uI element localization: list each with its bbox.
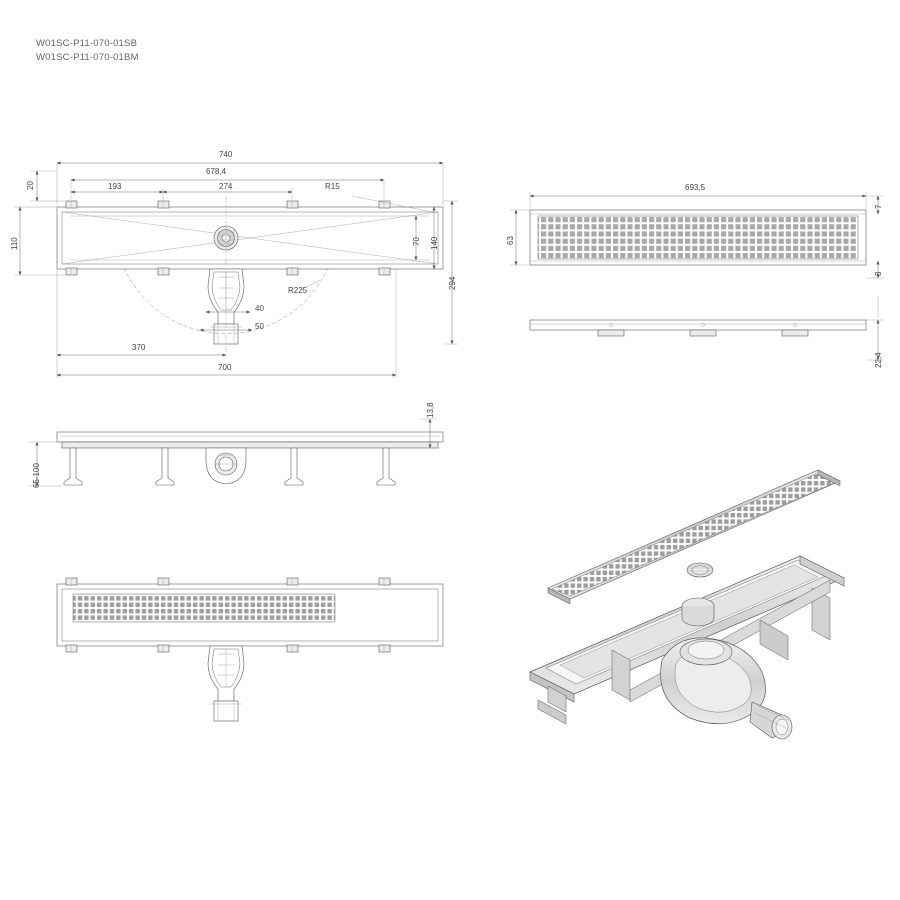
- side-view-group: [28, 419, 443, 486]
- top-view-group: [14, 163, 458, 378]
- assembled-view-group: [57, 578, 443, 721]
- dim-outlet-40: 40: [255, 304, 264, 313]
- dim-adjustable-feet: 65-100: [32, 463, 41, 488]
- dim-grate-lip: 3: [874, 271, 883, 276]
- product-code-2: W01SC-P11-070-01BM: [36, 52, 139, 63]
- dim-center-offset: 274: [219, 182, 233, 191]
- dim-width-70: 70: [412, 237, 421, 246]
- dim-trap-radius: R225: [288, 286, 308, 295]
- iso-view-group: [530, 470, 844, 739]
- dim-grate-length: 693,5: [685, 183, 706, 192]
- dim-700: 700: [218, 363, 232, 372]
- dim-width-140: 140: [430, 236, 439, 250]
- dim-grate-width: 63: [506, 236, 515, 245]
- dim-outlet-50: 50: [255, 322, 264, 331]
- dim-corner-radius: R15: [325, 182, 340, 191]
- dim-overall-length: 740: [219, 150, 233, 159]
- dim-width-294: 294: [448, 276, 457, 290]
- dim-left-offset: 193: [108, 182, 122, 191]
- dim-370: 370: [132, 343, 146, 352]
- dim-grate-thickness: 7: [874, 204, 883, 209]
- grate-view-group: [510, 192, 884, 360]
- dim-grate-section-height: 22,4: [874, 352, 883, 368]
- product-code-1: W01SC-P11-070-01SB: [36, 38, 138, 49]
- dim-body-height: 13,8: [426, 402, 435, 418]
- dim-height-20: 20: [26, 181, 35, 190]
- dim-inner-length: 678,4: [206, 167, 227, 176]
- dim-width-110: 110: [10, 237, 19, 250]
